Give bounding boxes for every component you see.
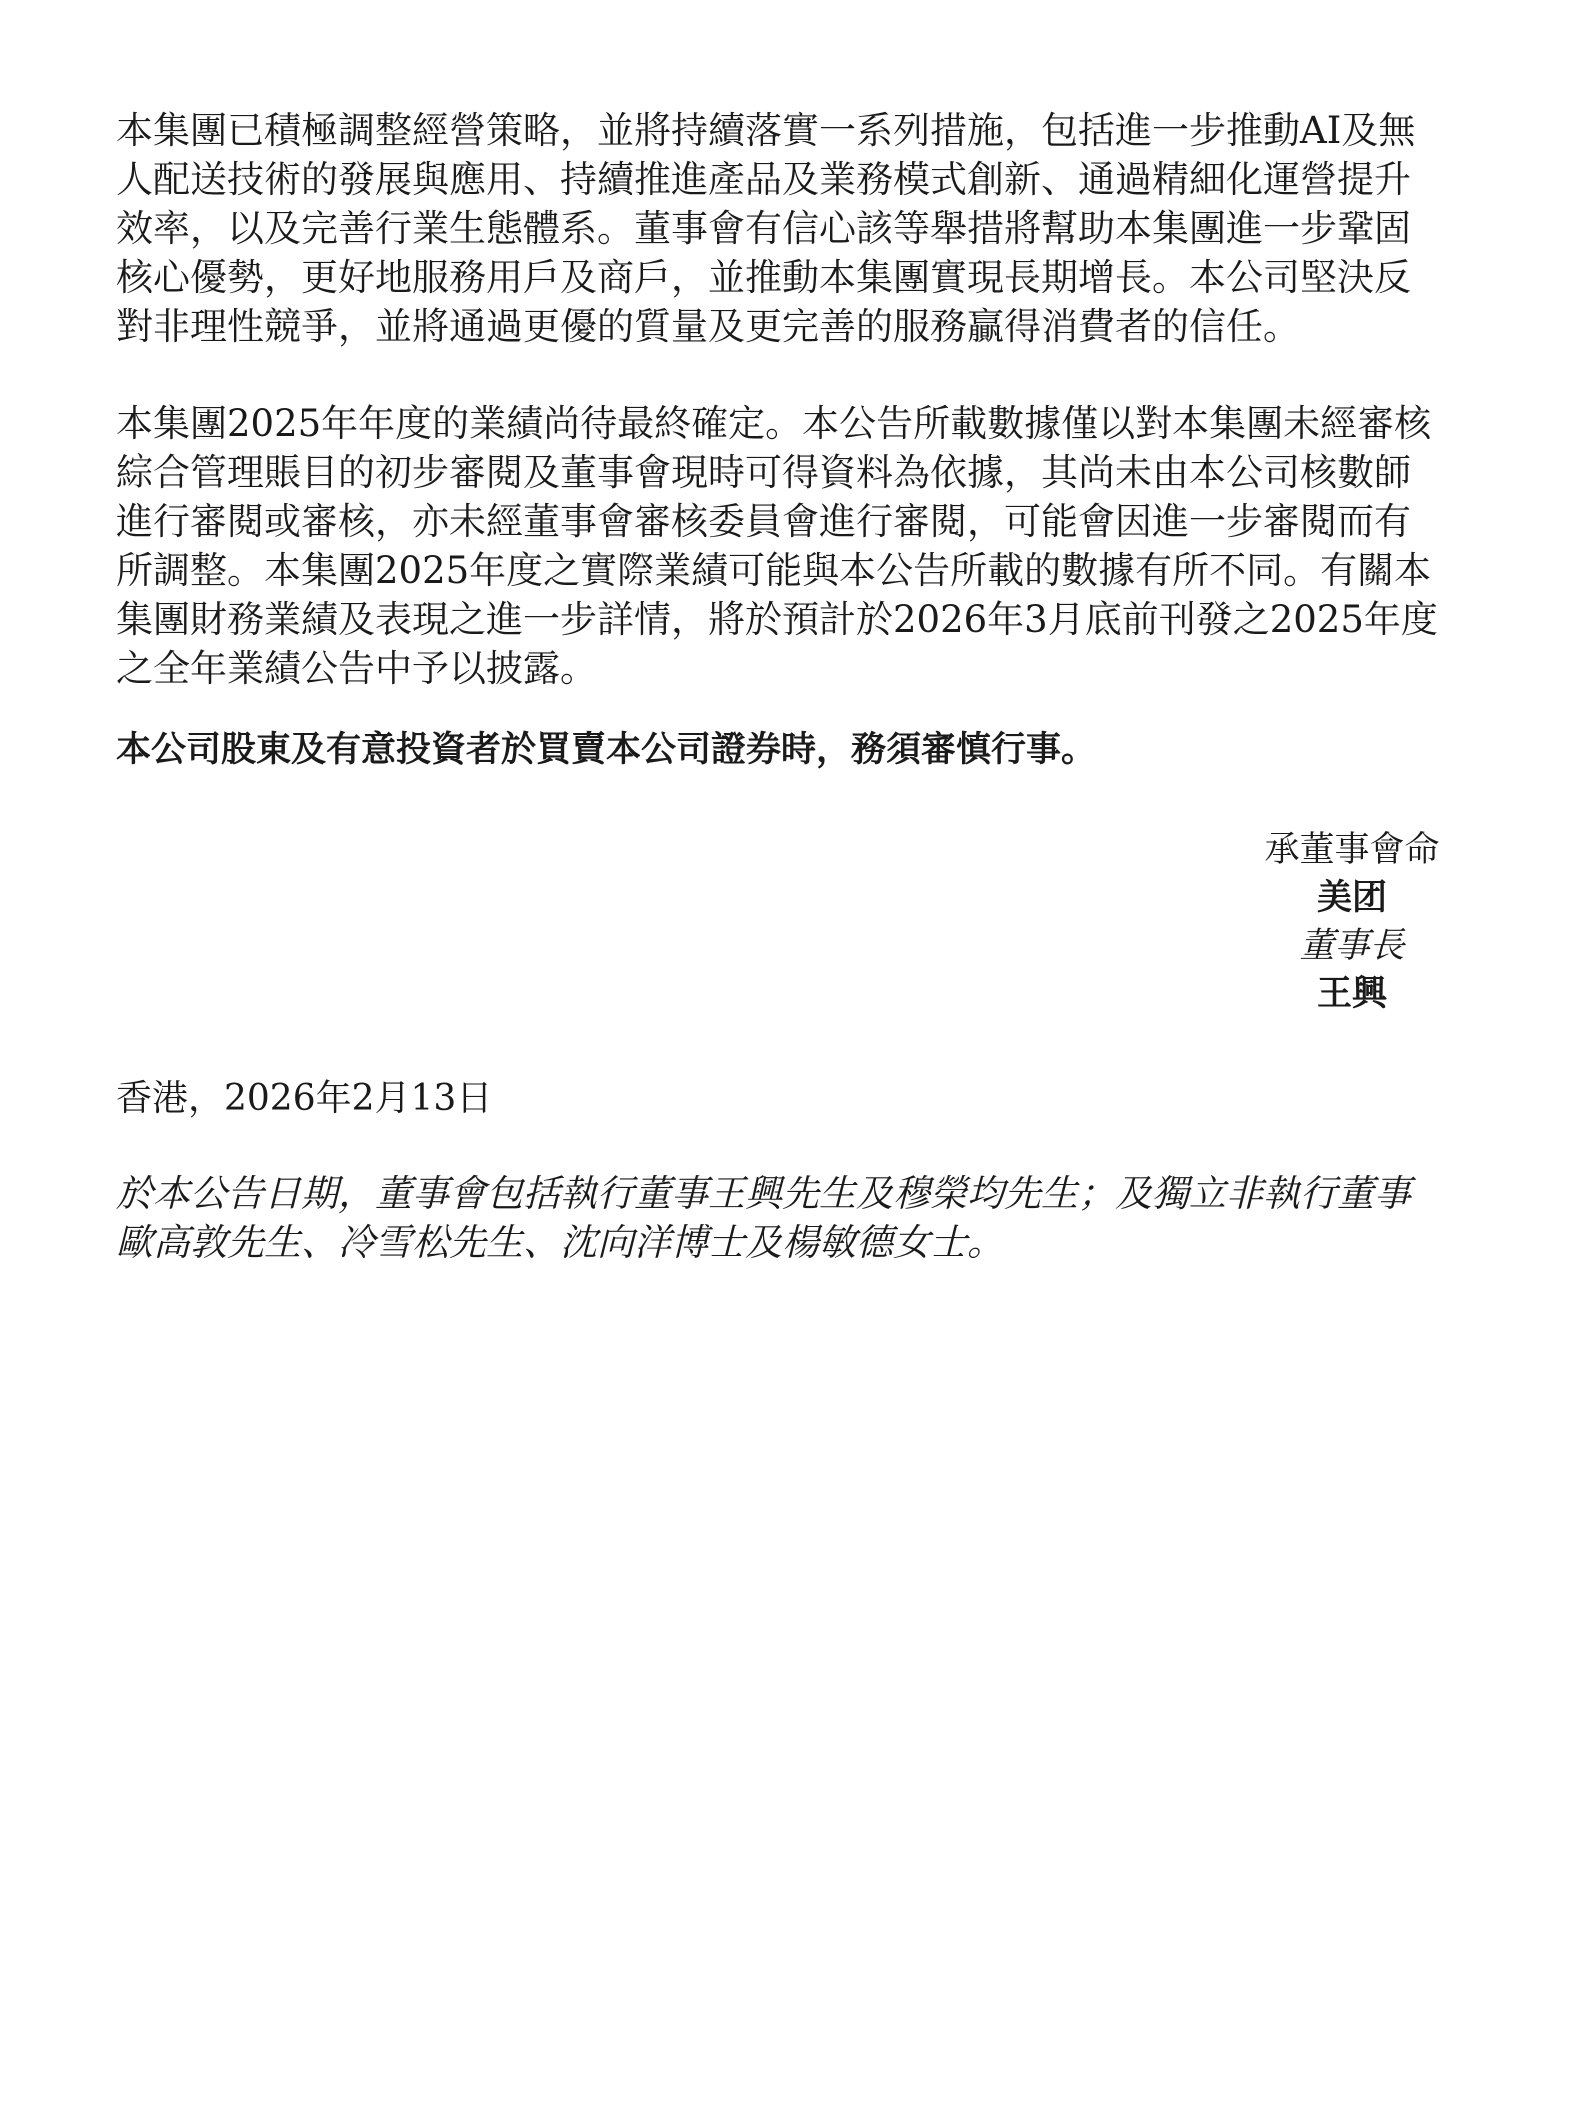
signature-title: 董事長 xyxy=(1299,926,1405,966)
investor-warning: 本公司股東及有意投資者於買賣本公司證券時，務須審慎行事。 xyxy=(116,730,1097,770)
results-disclaimer-paragraph: 本集團2025年年度的業績尚待最終確定。本公告所載數據僅以對本集團未經審核 綜合管理賬目的初步審閱及董事會現時可得資料為依據，其尚未由本公司核數師 進行審閱或審核，亦未經董事會審核委員會進行審閱，可能會因進一步審閱而有 所調整。本集團2025年度之實際業績可能與本公告所載的數據有所不同。有關本 集團財務業績及表現之進一步詳情，將於預計於2026年3月底前刊發之2025年度 之全年業績公告中予以披露。 xyxy=(116,402,1438,690)
strategy-paragraph: 本集團已積極調整經營策略，並將持續落實一系列措施，包括進一步推動AI及無 人配送技術的發展與應用、持續推進產品及業務模式創新、通過精細化運營提升 效率，以及完善行業生態體系。董事會有信心該等舉措將幫助本集團進一步鞏固 核心優勢，更好地服務用戶及商戶，並推動本集團實現長期增長。本公司堅決反 對非理性競爭，並將通過更優的質量及更完善的服務贏得消費者的信任。 xyxy=(116,109,1416,348)
signature-order-line: 承董事會命 xyxy=(1264,830,1440,870)
signature-company: 美团 xyxy=(1316,878,1387,918)
board-composition-note: 於本公告日期，董事會包括執行董事王興先生及穆榮均先生；及獨立非執行董事 歐高敦先生、冷雪松先生、沈向洋博士及楊敏德女士。 xyxy=(116,1172,1411,1264)
signature-block xyxy=(1216,826,1488,1018)
place-date: 香港，2026年2月13日 xyxy=(116,1078,493,1119)
signature-name: 王興 xyxy=(1316,974,1387,1014)
